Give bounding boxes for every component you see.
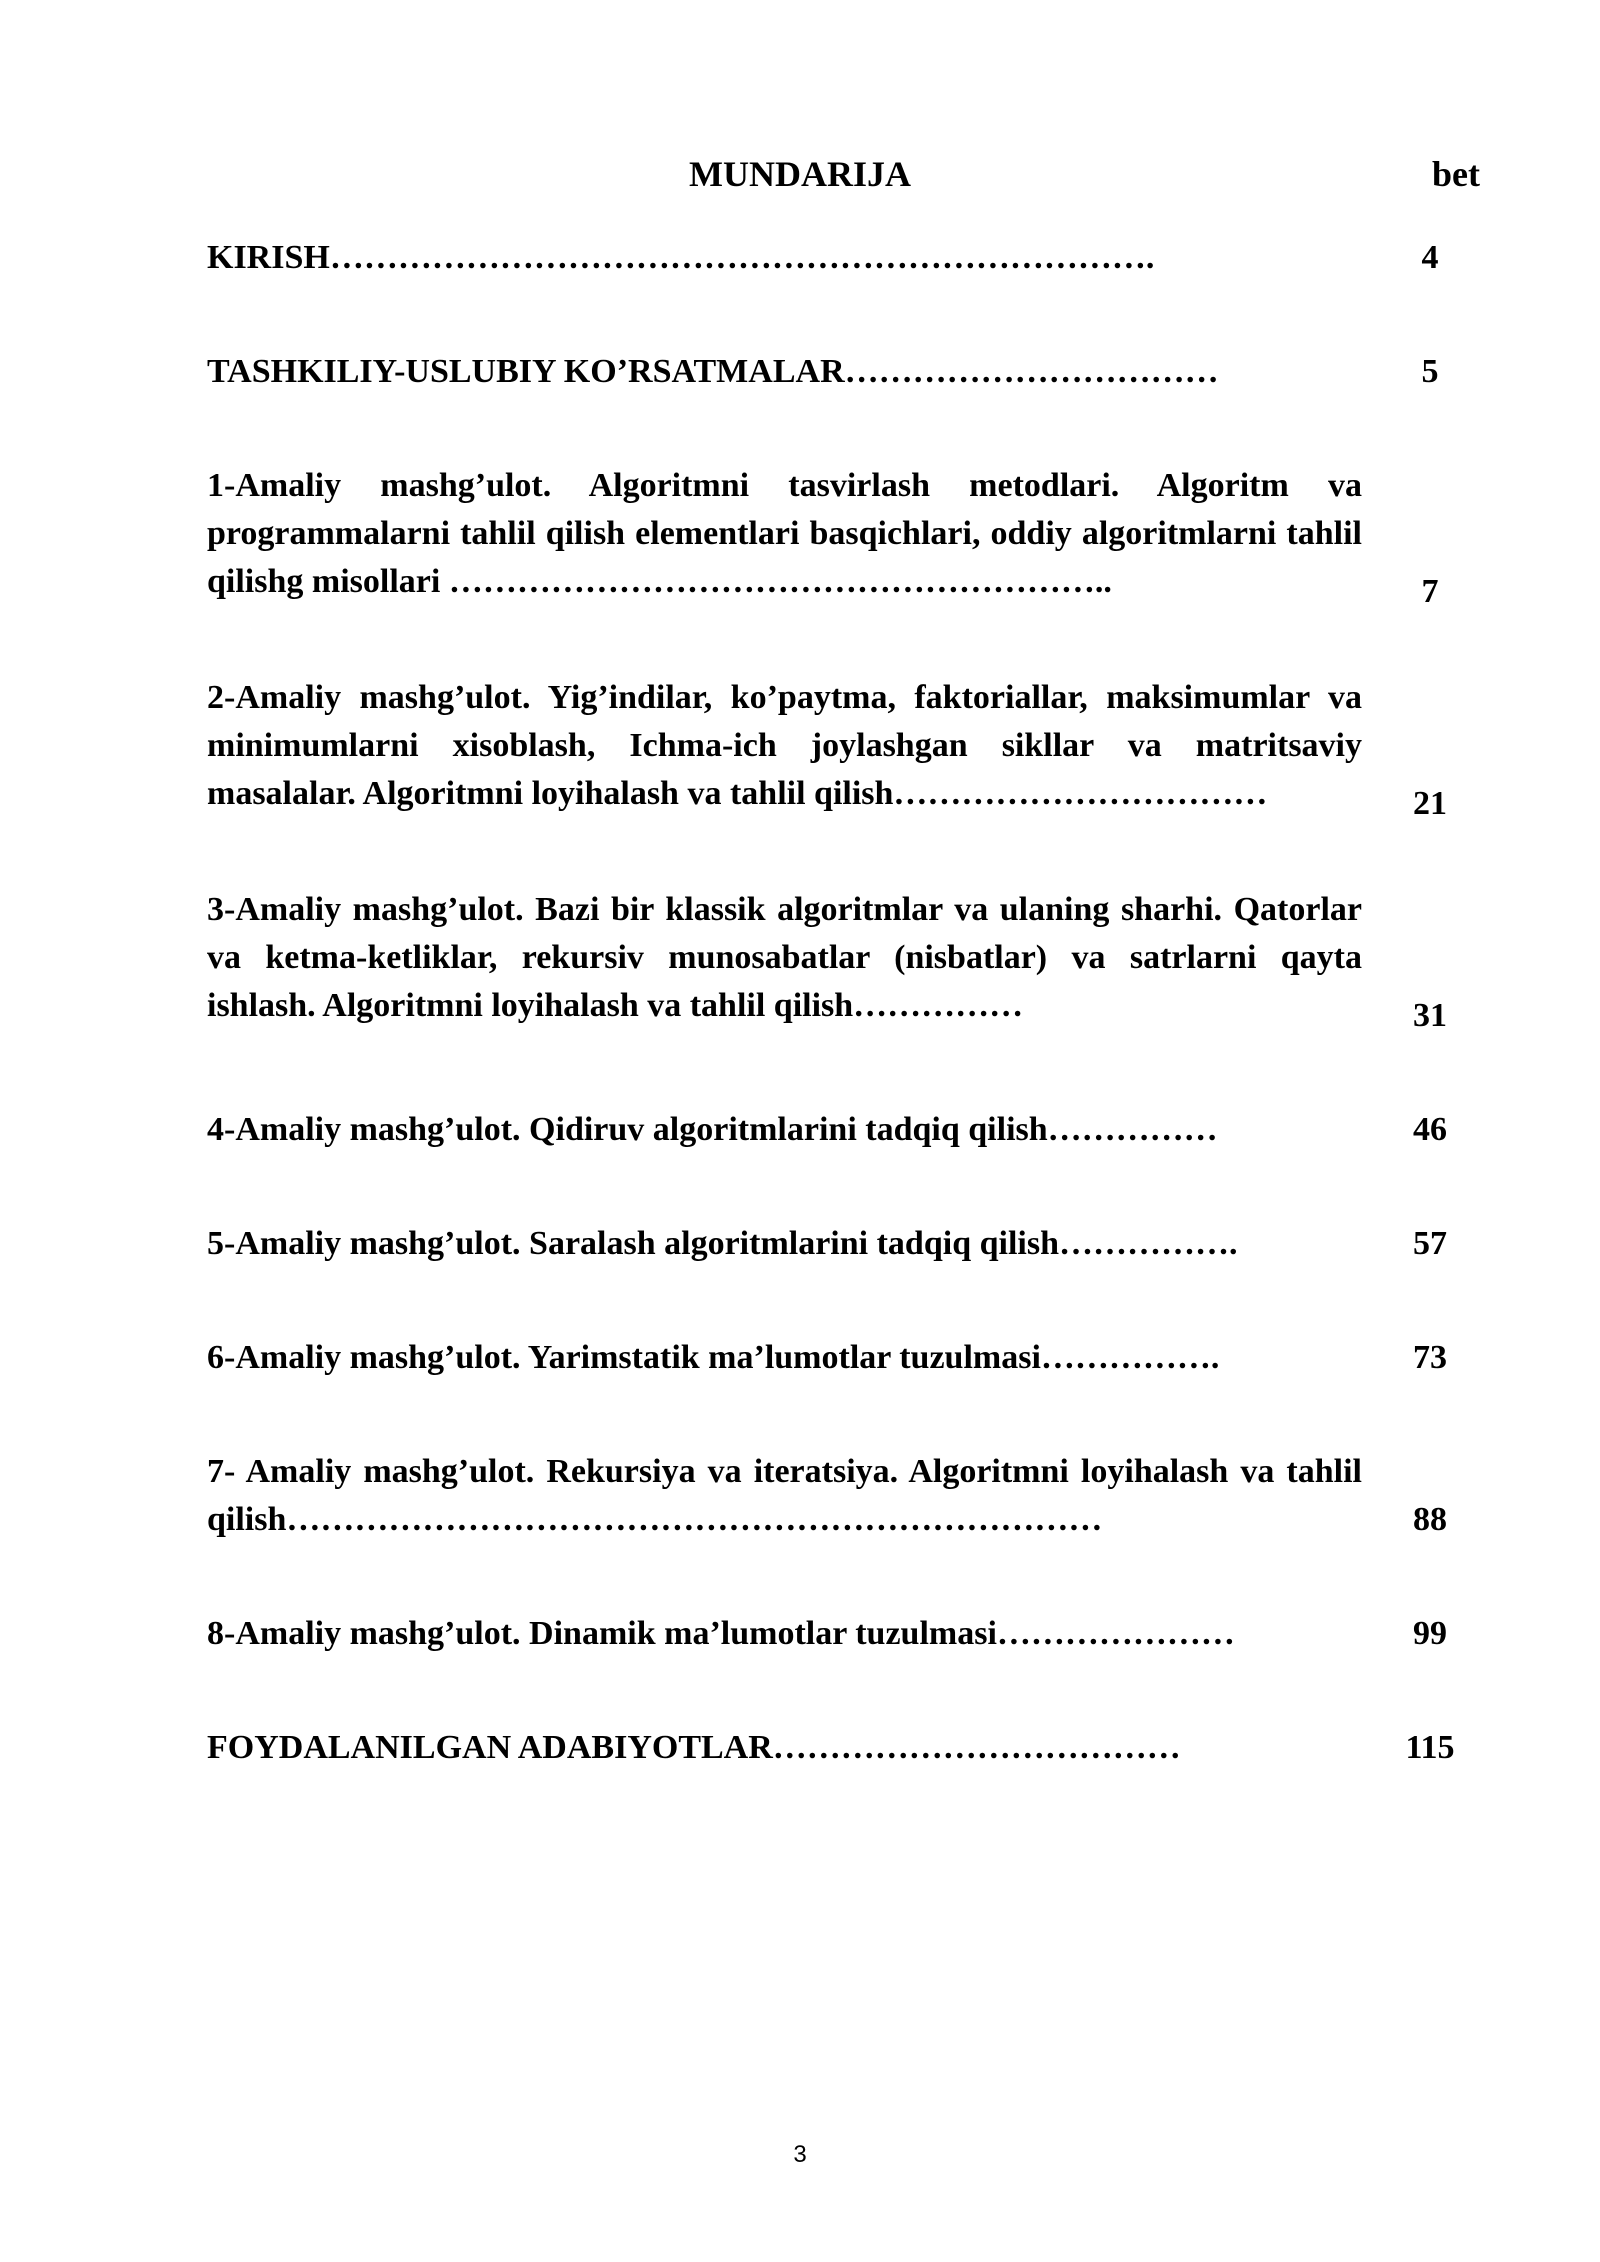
toc-entry-text: 6-Amaliy mashg’ulot. Yarimstatik ma’lumotlar tuzulmasi……………. xyxy=(207,1339,1220,1376)
toc-entry-page: 5 xyxy=(1421,353,1439,390)
toc-entry-lesson-8 xyxy=(207,1610,1362,1658)
toc-entry-page: 99 xyxy=(1413,1615,1447,1652)
page-column-header: bet xyxy=(1432,154,1480,194)
toc-entry-page: 88 xyxy=(1413,1501,1447,1538)
toc-entry-lesson-4 xyxy=(207,1106,1362,1154)
toc-entry-lesson-1 xyxy=(207,462,1362,606)
toc-entry-text: TASHKILIY-USLUBIY KO’RSATMALAR…………………………… xyxy=(207,353,1219,390)
toc-entry-references xyxy=(207,1724,1362,1772)
toc-entry-text: 2-Amaliy mashg’ulot. Yig’indilar, ko’paytma, faktoriallar, maksimumlar va minimumlarni xisoblash, Ichma-ich joylashgan sikllar va matritsaviy masalalar. Algoritmni loyihalash va tahlil qilish…………………………… xyxy=(207,679,1362,812)
toc-entry-lesson-5 xyxy=(207,1220,1362,1268)
toc-entry-text: 8-Amaliy mashg’ulot. Dinamik ma’lumotlar tuzulmasi………………… xyxy=(207,1615,1235,1652)
toc-entry-page: 57 xyxy=(1413,1225,1447,1262)
toc-entry-lesson-2 xyxy=(207,674,1362,818)
toc-entry-text: 5-Amaliy mashg’ulot. Saralash algoritmlarini tadqiq qilish……………. xyxy=(207,1225,1238,1262)
toc-entry-lesson-6 xyxy=(207,1334,1362,1382)
toc-entry-page: 46 xyxy=(1413,1111,1447,1148)
toc-entry-page: 31 xyxy=(1413,997,1447,1034)
toc-title: MUNDARIJA xyxy=(689,154,911,194)
toc-entry-page: 4 xyxy=(1421,239,1439,276)
toc-entry-page: 21 xyxy=(1413,785,1447,822)
toc-entry-intro xyxy=(207,234,1362,282)
page-number: 3 xyxy=(793,2141,807,2168)
toc-entry-lesson-7 xyxy=(207,1448,1362,1544)
toc-entry-text: 7- Amaliy mashg’ulot. Rekursiya va iteratsiya. Algoritmni loyihalash va tahlil qilish……………………………………………………………… xyxy=(207,1453,1362,1538)
toc-entry-lesson-3 xyxy=(207,886,1362,1030)
toc-entry-page: 7 xyxy=(1421,573,1439,610)
toc-entry-text: KIRISH………………………………………………………………. xyxy=(207,239,1155,276)
toc-entry-text: 3-Amaliy mashg’ulot. Bazi bir klassik algoritmlar va ulaning sharhi. Qatorlar va ketma-ketliklar, rekursiv munosabatlar (nisbatlar) va satrlarni qayta ishlash. Algoritmni loyihalash va tahlil qilish…………… xyxy=(207,891,1362,1024)
toc-entry-guidelines xyxy=(207,348,1362,396)
toc-entry-text: FOYDALANILGAN ADABIYOTLAR……………………………… xyxy=(207,1729,1181,1766)
toc-entry-text: 4-Amaliy mashg’ulot. Qidiruv algoritmlarini tadqiq qilish…………… xyxy=(207,1111,1218,1148)
toc-entry-page: 73 xyxy=(1413,1339,1447,1376)
toc-entry-page: 115 xyxy=(1405,1729,1455,1766)
toc-entry-text: 1-Amaliy mashg’ulot. Algoritmni tasvirlash metodlari. Algoritm va programmalarni tahlil qilish elementlari basqichlari, oddiy algoritmlarni tahlil qilishg misollari ………………………………………………….. xyxy=(207,467,1362,600)
